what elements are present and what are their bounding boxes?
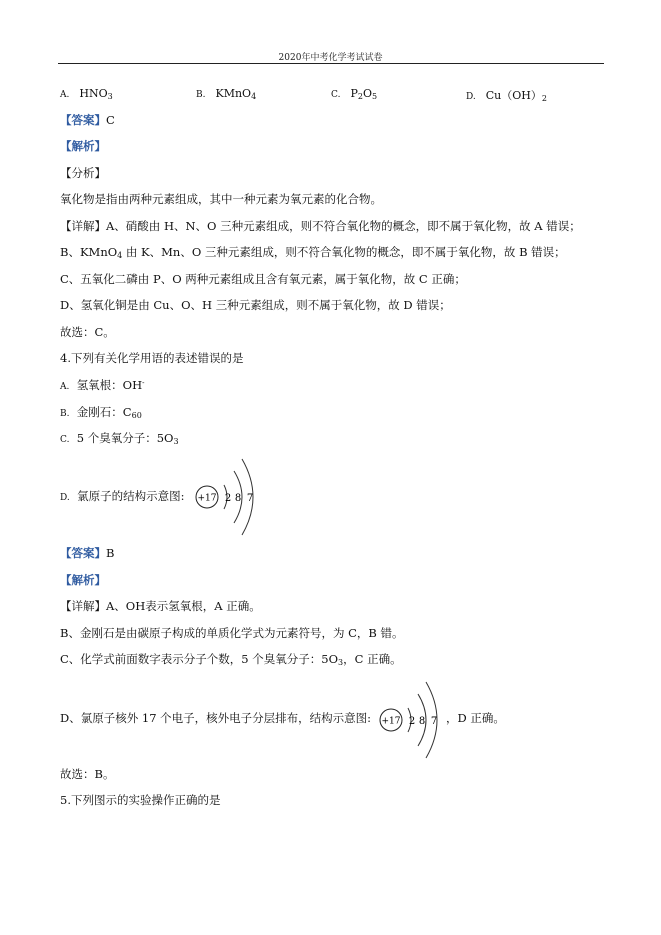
- q3-detail-d: D、氢氧化铜是由 Cu、O、H 三种元素组成，则不属于氧化物，故 D 错误；: [60, 298, 451, 312]
- q4-detail-a: 【详解】A、OH表示氢氧根，A 正确。: [60, 599, 261, 613]
- shell-electrons-3: 7: [246, 493, 254, 504]
- shell-electrons-2: 8: [234, 493, 242, 504]
- nucleus-charge: +17: [197, 493, 217, 504]
- q3-jiexi-tag: 【解析】: [60, 139, 106, 153]
- shell-electrons-1: 2: [224, 493, 232, 504]
- q4-option-b: B. 金刚石：$C_{60}$: [60, 405, 142, 420]
- option-c: C. $P_2O_5$: [331, 87, 378, 101]
- q3-detail-a: 【详解】A、硝酸由 H、N、O 三种元素组成，则不符合氧化物的概念，即不属于氧化物，故 A 错误；: [60, 219, 581, 233]
- q4-conclusion: 故选：B。: [60, 767, 115, 781]
- q4-detail-c: C、化学式前面数字表示分子个数，5 个臭氧分子：$5O_3$，C 正确。: [60, 652, 402, 667]
- q3-fenxi-tag: 【分析】: [60, 166, 106, 180]
- q4-option-a: A. 氢氧根：OH-: [60, 378, 145, 392]
- header-rule: [58, 63, 604, 64]
- q4-jiexi-tag: 【解析】: [60, 573, 106, 587]
- shell-electrons-3: 7: [430, 716, 438, 727]
- nucleus-charge: +17: [381, 716, 401, 727]
- q4-option-d: D. 氯原子的结构示意图:: [60, 489, 185, 503]
- q3-detail-b: B、KMnO$_4$ 由 K、Mn、O 三种元素组成，则不符合氧化物的概念，即不属于氧化物，故 B 错误；: [60, 245, 566, 260]
- q3-answer: 【答案】C: [60, 113, 115, 127]
- q4-stem: 4.下列有关化学用语的表述错误的是: [60, 351, 244, 365]
- chlorine-atom-diagram: [192, 455, 262, 539]
- q3-conclusion: 故选：C。: [60, 325, 115, 339]
- shell-electrons-2: 8: [418, 716, 426, 727]
- chlorine-atom-diagram-2: [376, 678, 446, 762]
- q5-stem: 5.下列图示的实验操作正确的是: [60, 793, 221, 807]
- option-a: A. $HNO_3$: [60, 87, 113, 101]
- q4-detail-b: B、金刚石是由碳原子构成的单质化学式为元素符号，为 C，B 错。: [60, 626, 404, 640]
- option-d: D. $Cu(OH)_2$: [466, 89, 547, 103]
- q3-detail-c: C、五氧化二磷由 P、O 两种元素组成且含有氧元素，属于氧化物，故 C 正确；: [60, 272, 466, 286]
- shell-electrons-1: 2: [408, 716, 416, 727]
- q4-detail-d-pre: D、氯原子核外 17 个电子，核外电子分层排布，结构示意图:: [60, 711, 372, 725]
- q4-answer: 【答案】B: [60, 546, 115, 560]
- q4-option-c: C. 5 个臭氧分子：$5O_3$: [60, 431, 179, 446]
- page-header: 2020年中考化学考试试卷: [278, 53, 383, 63]
- q3-fenxi-text: 氧化物是指由两种元素组成，其中一种元素为氧元素的化合物。: [60, 192, 382, 206]
- q4-detail-d-post: ，D 正确。: [446, 711, 505, 725]
- option-b: B. KMnO$_4$: [196, 87, 257, 101]
